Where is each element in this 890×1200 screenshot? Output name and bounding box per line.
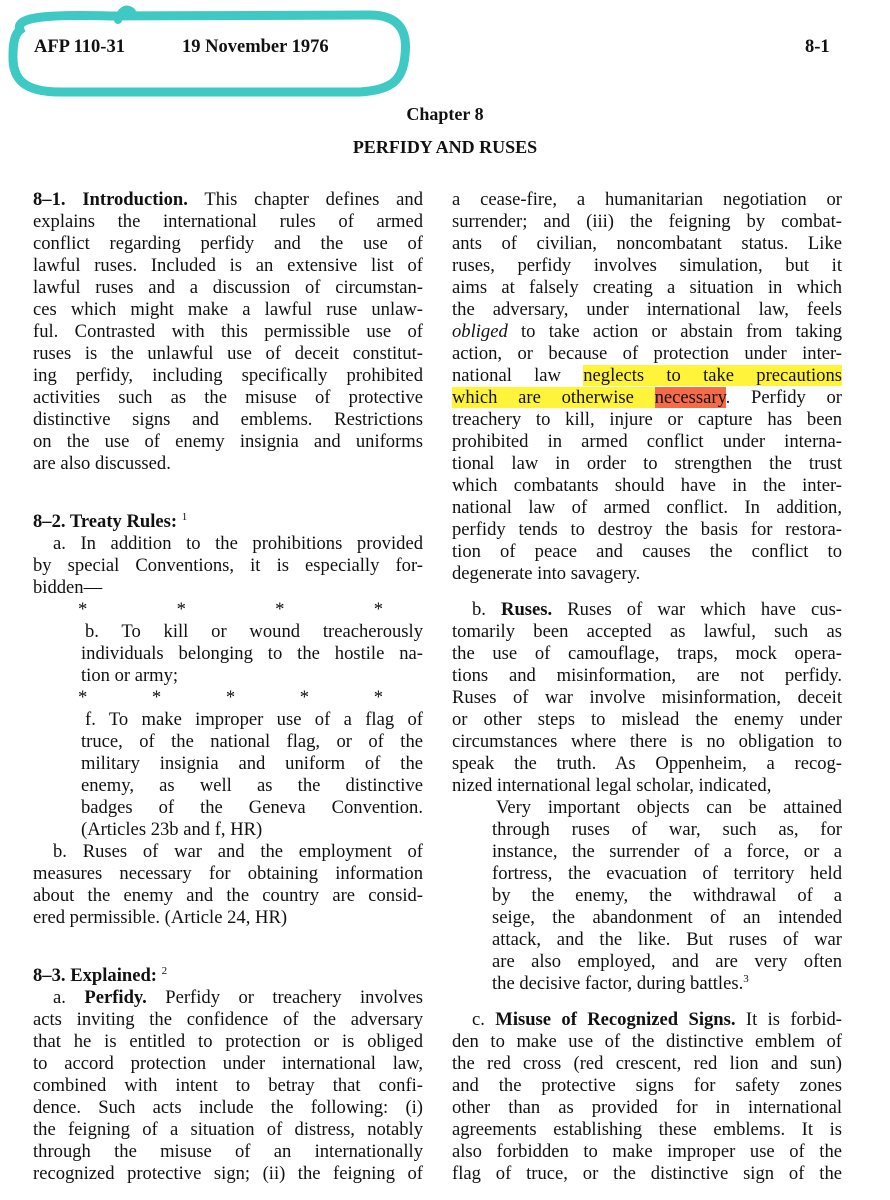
perfidy-line: dence. Such acts include the following: (i) [33, 1097, 423, 1118]
yellow-highlight: neglects to take precautions [583, 365, 842, 386]
treaty-line: a. In addition to the prohibitions provided [53, 533, 423, 554]
ruses-line: circumstances where there is no obligation to [452, 731, 842, 752]
treaty-line: ered permissible. (Article 24, HR) [33, 907, 288, 928]
intro-line: lawful ruses. Included is an extensive list of [33, 255, 423, 276]
intro-line: 8–1. Introduction. This chapter defines and [33, 189, 423, 210]
intro-line: ruses is the unlawful use of deceit constitut- [33, 343, 423, 364]
quote-line: seige, the abandonment of an intended [492, 907, 842, 928]
misuse-line: and the protective signs for safety zones [452, 1075, 842, 1096]
quoted-article-line: (Articles 23b and f, HR) [81, 819, 263, 840]
ruses-line: or other steps to mislead the enemy under [452, 709, 842, 730]
page-number: 8-1 [805, 37, 830, 57]
quoted-article-line: b. To kill or wound treacherously [85, 621, 423, 642]
left-column [33, 189, 423, 1185]
quote-line: Very important objects can be attained [496, 797, 842, 818]
highlighted-line: which are otherwise necessary. Perfidy or [452, 387, 842, 408]
treaty-rules-heading: 8–2. Treaty Rules: $^1$ [33, 510, 188, 532]
perfidy-continued-line: ants of civilian, noncombatant status. Like [452, 233, 842, 254]
perfidy-continued-line: the adversary, under international law, feels [452, 299, 842, 320]
quoted-article-line: military insignia and uniform of the [81, 753, 423, 774]
intro-line: ces which might make a lawful ruse unlaw- [33, 299, 423, 320]
ruses-line: speak the truth. As Oppenheim, a recog- [452, 753, 842, 774]
ruses-line: b. Ruses. Ruses of war which have cus- [472, 599, 842, 620]
perfidy-line: through the misuse of an internationally [33, 1141, 423, 1162]
quote-line: by the enemy, the withdrawal of a [492, 885, 842, 906]
chapter-subtitle: PERFIDY AND RUSES [352, 137, 538, 157]
explained-heading: 8–3. Explained: $^2$ [33, 964, 168, 986]
perfidy-continued-line: aims at falsely creating a situation in which [452, 277, 842, 298]
perfidy-continued-line: tional law in order to strengthen the trust [452, 453, 842, 474]
quoted-article-line: individuals belonging to the hostile na- [81, 643, 423, 664]
perfidy-line: recognized protective sign; (ii) the feigning of [33, 1163, 423, 1184]
intro-line: ing perfidy, including specifically prohibited [33, 365, 423, 386]
ruses-line: tions and misinformation, are not perfidy. [452, 665, 842, 686]
quote-line: instance, the surrender of a force, or a [492, 841, 842, 862]
misuse-line: other than as provided for in international [452, 1097, 842, 1118]
misuse-line: the red cross (red crescent, red lion and sun) [452, 1053, 842, 1074]
misuse-line: flag of truce, or the distinctive sign of the [452, 1163, 842, 1184]
misuse-line: also forbidden to make improper use of the [452, 1141, 842, 1162]
intro-line: conflict regarding perfidy and the use of [33, 233, 423, 254]
intro-line: on the use of enemy insignia and uniforms [33, 431, 423, 452]
right-column [452, 189, 842, 1185]
ellipsis-stars: * * * * * [78, 687, 383, 708]
quote-line: the decisive factor, during battles.$^3$ [492, 972, 749, 994]
intro-line: are also discussed. [33, 453, 171, 474]
intro-line: distinctive signs and emblems. Restrictions [33, 409, 423, 430]
red-highlight: necessary [654, 387, 726, 408]
perfidy-line: the feigning of a situation of distress, notably [33, 1119, 423, 1140]
highlighted-line: national law neglects to take precautions [452, 365, 842, 386]
perfidy-continued-line: prohibited in armed conflict under interna- [452, 431, 842, 452]
perfidy-continued-line: perfidy tends to destroy the basis for restora- [452, 519, 842, 540]
perfidy-continued-line: degenerate into savagery. [452, 563, 641, 584]
quote-line: attack, and the like. But ruses of war [492, 929, 842, 950]
quote-line: through ruses of war, such as, for [492, 819, 842, 840]
document-id: AFP 110-31 [34, 37, 125, 57]
treaty-line: about the enemy and the country are consid- [33, 885, 423, 906]
ruses-line: tomarily been accepted as lawful, such as [452, 621, 842, 642]
misuse-line: den to make use of the distinctive emblem of [452, 1031, 842, 1052]
quoted-article-line: f. To make improper use of a flag of [85, 709, 423, 730]
treaty-line: bidden— [33, 577, 103, 598]
intro-line: explains the international rules of armed [33, 211, 423, 232]
intro-line: activities such as the misuse of protective [33, 387, 423, 408]
intro-line: ful. Contrasted with this permissible use of [33, 321, 423, 342]
ruses-line: the use of camouflage, traps, mock opera- [452, 643, 842, 664]
quote-line: fortress, the evacuation of territory held [492, 863, 842, 884]
perfidy-continued-line: treachery to kill, injure or capture has been [452, 409, 842, 430]
perfidy-line: a. Perfidy. Perfidy or treachery involves [53, 987, 423, 1008]
quoted-article-line: badges of the Geneva Convention. [81, 797, 423, 818]
ellipsis-stars: * * * * [78, 599, 383, 620]
chapter-title: Chapter 8 [406, 104, 484, 124]
perfidy-line: combined with intent to betray that confi- [33, 1075, 423, 1096]
perfidy-continued-line: surrender; and (iii) the feigning by combat- [452, 211, 842, 232]
document-date: 19 November 1976 [182, 37, 329, 57]
oppenheim-quote [452, 797, 842, 995]
perfidy-continued-line: ruses, perfidy involves simulation, but it [452, 255, 842, 276]
perfidy-line: that he is entitled to protection or is obliged [33, 1031, 423, 1052]
quote-line: are also employed, and are very often [492, 951, 842, 972]
perfidy-line: to accord protection under international law, [33, 1053, 423, 1074]
quoted-article-line: enemy, as well as the distinctive [81, 775, 423, 796]
perfidy-line: acts inviting the confidence of the adversary [33, 1009, 423, 1030]
quoted-article-line: truce, of the national flag, or of the [81, 731, 423, 752]
perfidy-continued-line: a cease-fire, a humanitarian negotiation or [452, 189, 842, 210]
ruses-line: nized international legal scholar, indicated, [452, 775, 772, 796]
treaty-line: b. Ruses of war and the employment of [53, 841, 423, 862]
misuse-line: c. Misuse of Recognized Signs. It is forbid- [472, 1009, 842, 1030]
perfidy-continued-line: national law of armed conflict. In addition, [452, 497, 842, 518]
perfidy-continued-line: action, or because of protection under inter- [452, 343, 842, 364]
yellow-highlight: which are otherwise [452, 387, 655, 408]
perfidy-continued-line: obliged to take action or abstain from taking [452, 321, 842, 342]
treaty-line: measures necessary for obtaining information [33, 863, 423, 884]
ruses-line: Ruses of war involve misinformation, deceit [452, 687, 842, 708]
treaty-line: by special Conventions, it is especially for- [33, 555, 423, 576]
quoted-article-line: tion or army; [81, 665, 179, 686]
intro-line: lawful ruses and a discussion of circumstan- [33, 277, 423, 298]
misuse-line: agreements establishing these emblems. It is [452, 1119, 842, 1140]
perfidy-continued-line: tion of peace and causes the conflict to [452, 541, 842, 562]
perfidy-continued-line: which combatants should have in the inter- [452, 475, 842, 496]
